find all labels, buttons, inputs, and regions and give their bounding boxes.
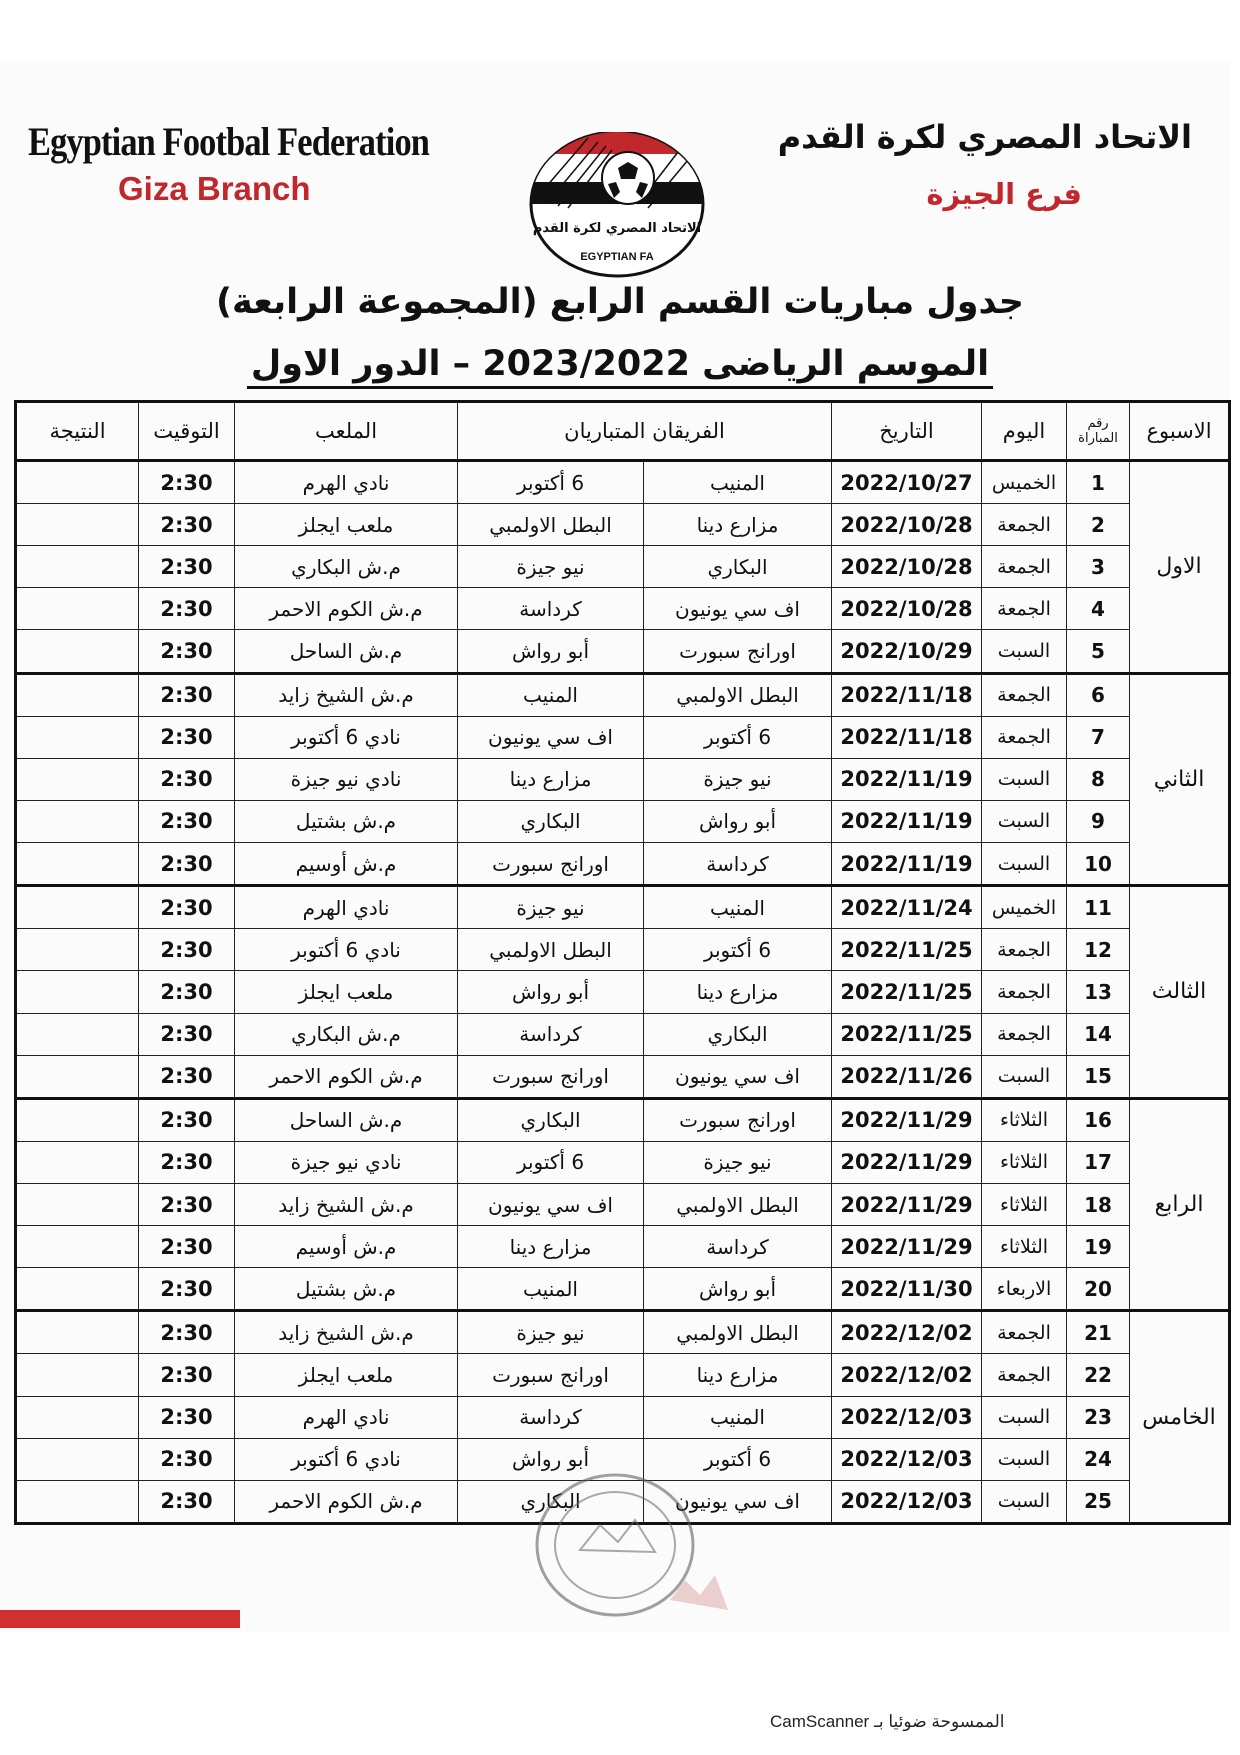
team-home: البطل الاولمبي: [644, 1311, 832, 1354]
match-time: 2:30: [139, 1183, 235, 1225]
match-time: 2:30: [139, 800, 235, 842]
federation-name-ar: الاتحاد المصري لكرة القدم: [777, 118, 1192, 156]
match-number: 9: [1067, 800, 1130, 842]
match-time: 2:30: [139, 1396, 235, 1438]
match-date: 2022/11/19: [832, 843, 982, 886]
team-home: البطل الاولمبي: [644, 673, 832, 716]
match-day: الثلاثاء: [982, 1098, 1067, 1141]
table-row: [16, 673, 1230, 716]
header-teams: الفريقان المتباريان: [458, 402, 832, 461]
match-date: 2022/12/02: [832, 1311, 982, 1354]
match-day: الجمعة: [982, 971, 1067, 1013]
match-date: 2022/12/03: [832, 1438, 982, 1480]
match-date: 2022/10/29: [832, 630, 982, 673]
match-stadium: نادي الهرم: [235, 886, 458, 929]
match-number: 16: [1067, 1098, 1130, 1141]
match-day: الجمعة: [982, 716, 1067, 758]
match-day: الخميس: [982, 461, 1067, 504]
team-away: اورانج سبورت: [458, 1055, 644, 1098]
match-day: السبت: [982, 1438, 1067, 1480]
match-number: 3: [1067, 546, 1130, 588]
match-number: 23: [1067, 1396, 1130, 1438]
match-date: 2022/11/26: [832, 1055, 982, 1098]
logo-text-en: EGYPTIAN FA: [580, 251, 654, 263]
match-time: 2:30: [139, 1354, 235, 1396]
match-day: الجمعة: [982, 1354, 1067, 1396]
match-date: 2022/11/29: [832, 1183, 982, 1225]
table-row: [16, 800, 1230, 842]
match-stadium: م.ش البكاري: [235, 1013, 458, 1055]
match-date: 2022/11/29: [832, 1226, 982, 1268]
season-title-text: الموسم الرياضى 2023/2022 – الدور الاول: [247, 344, 993, 389]
match-date: 2022/10/28: [832, 504, 982, 546]
team-away: أبو رواش: [458, 1438, 644, 1480]
match-date: 2022/11/19: [832, 800, 982, 842]
match-stadium: م.ش الكوم الاحمر: [235, 1055, 458, 1098]
match-stadium: م.ش أوسيم: [235, 1226, 458, 1268]
header-week: الاسبوع: [1130, 402, 1230, 461]
match-time: 2:30: [139, 673, 235, 716]
match-day: الجمعة: [982, 588, 1067, 630]
match-stadium: نادي نيو جيزة: [235, 758, 458, 800]
match-number: 14: [1067, 1013, 1130, 1055]
match-day: الاربعاء: [982, 1268, 1067, 1311]
table-row: [16, 1396, 1230, 1438]
match-result: [16, 716, 139, 758]
team-away: البكاري: [458, 800, 644, 842]
match-result: [16, 1183, 139, 1225]
team-away: البكاري: [458, 1098, 644, 1141]
match-date: 2022/12/02: [832, 1354, 982, 1396]
team-home: مزارع دينا: [644, 1354, 832, 1396]
table-row: [16, 461, 1230, 504]
branch-name-en: Giza Branch: [118, 170, 311, 207]
table-row: [16, 1354, 1230, 1396]
match-day: السبت: [982, 843, 1067, 886]
team-home: اورانج سبورت: [644, 630, 832, 673]
match-stadium: نادي نيو جيزة: [235, 1141, 458, 1183]
match-stadium: م.ش البكاري: [235, 546, 458, 588]
match-result: [16, 1013, 139, 1055]
match-result: [16, 1268, 139, 1311]
match-time: 2:30: [139, 758, 235, 800]
team-away: أبو رواش: [458, 971, 644, 1013]
table-row: [16, 886, 1230, 929]
table-row: [16, 1183, 1230, 1225]
match-result: [16, 1311, 139, 1354]
official-stamp-icon: [500, 1470, 730, 1620]
match-number: 19: [1067, 1226, 1130, 1268]
match-stadium: م.ش أوسيم: [235, 843, 458, 886]
match-result: [16, 971, 139, 1013]
match-date: 2022/11/25: [832, 1013, 982, 1055]
week-label: الثاني: [1130, 673, 1230, 886]
team-home: اف سي يونيون: [644, 1055, 832, 1098]
team-home: كرداسة: [644, 843, 832, 886]
team-away: اف سي يونيون: [458, 716, 644, 758]
team-away: مزارع دينا: [458, 1226, 644, 1268]
match-day: الجمعة: [982, 546, 1067, 588]
team-home: نيو جيزة: [644, 758, 832, 800]
match-stadium: م.ش الساحل: [235, 630, 458, 673]
branch-name-ar: فرع الجيزة: [926, 177, 1082, 211]
match-day: الجمعة: [982, 1013, 1067, 1055]
match-number: 24: [1067, 1438, 1130, 1480]
match-day: الجمعة: [982, 504, 1067, 546]
match-number: 15: [1067, 1055, 1130, 1098]
match-day: السبت: [982, 1055, 1067, 1098]
table-row: [16, 588, 1230, 630]
team-away: اورانج سبورت: [458, 1354, 644, 1396]
match-number: 12: [1067, 929, 1130, 971]
team-home: مزارع دينا: [644, 504, 832, 546]
team-away: نيو جيزة: [458, 546, 644, 588]
header-time: التوقيت: [139, 402, 235, 461]
team-home: البطل الاولمبي: [644, 1183, 832, 1225]
team-home: المنيب: [644, 1396, 832, 1438]
match-time: 2:30: [139, 1311, 235, 1354]
match-date: 2022/11/30: [832, 1268, 982, 1311]
team-away: البطل الاولمبي: [458, 504, 644, 546]
match-date: 2022/11/24: [832, 886, 982, 929]
match-number: 18: [1067, 1183, 1130, 1225]
match-day: الثلاثاء: [982, 1226, 1067, 1268]
match-result: [16, 630, 139, 673]
match-result: [16, 929, 139, 971]
team-home: البكاري: [644, 546, 832, 588]
match-result: [16, 758, 139, 800]
match-time: 2:30: [139, 1055, 235, 1098]
match-result: [16, 1480, 139, 1523]
match-time: 2:30: [139, 1226, 235, 1268]
match-date: 2022/11/18: [832, 673, 982, 716]
team-away: البطل الاولمبي: [458, 929, 644, 971]
match-time: 2:30: [139, 1141, 235, 1183]
team-home: البكاري: [644, 1013, 832, 1055]
table-row: [16, 630, 1230, 673]
table-row: [16, 1268, 1230, 1311]
match-number: 7: [1067, 716, 1130, 758]
table-row: [16, 1055, 1230, 1098]
match-result: [16, 1438, 139, 1480]
match-schedule-table: [14, 400, 1231, 1525]
match-time: 2:30: [139, 843, 235, 886]
match-stadium: م.ش الشيخ زايد: [235, 673, 458, 716]
match-result: [16, 461, 139, 504]
match-date: 2022/10/28: [832, 546, 982, 588]
team-home: اورانج سبورت: [644, 1098, 832, 1141]
match-result: [16, 1226, 139, 1268]
match-number: 8: [1067, 758, 1130, 800]
match-date: 2022/10/28: [832, 588, 982, 630]
week-label: الاول: [1130, 461, 1230, 674]
schedule-title: جدول مباريات القسم الرابع (المجموعة الرابعة): [216, 282, 1024, 322]
table-header-row: [16, 402, 1230, 461]
match-result: [16, 504, 139, 546]
team-home: مزارع دينا: [644, 971, 832, 1013]
table-row: [16, 971, 1230, 1013]
table-row: [16, 758, 1230, 800]
match-result: [16, 1354, 139, 1396]
match-number: 21: [1067, 1311, 1130, 1354]
match-stadium: م.ش الشيخ زايد: [235, 1311, 458, 1354]
match-day: الخميس: [982, 886, 1067, 929]
match-time: 2:30: [139, 929, 235, 971]
match-stadium: م.ش الكوم الاحمر: [235, 1480, 458, 1523]
match-stadium: ملعب ايجلز: [235, 504, 458, 546]
match-stadium: نادي 6 أكتوبر: [235, 1438, 458, 1480]
table-row: [16, 929, 1230, 971]
team-away: اف سي يونيون: [458, 1183, 644, 1225]
match-result: [16, 673, 139, 716]
match-date: 2022/12/03: [832, 1480, 982, 1523]
match-time: 2:30: [139, 1098, 235, 1141]
match-date: 2022/11/29: [832, 1141, 982, 1183]
match-number: 4: [1067, 588, 1130, 630]
team-home: المنيب: [644, 461, 832, 504]
table-row: [16, 1311, 1230, 1354]
match-day: السبت: [982, 1480, 1067, 1523]
match-stadium: م.ش الكوم الاحمر: [235, 588, 458, 630]
match-day: السبت: [982, 630, 1067, 673]
federation-name-en: Egyptian Footbal Federation: [28, 119, 430, 164]
season-title: [0, 344, 1240, 384]
team-away: 6 أكتوبر: [458, 461, 644, 504]
match-stadium: ملعب ايجلز: [235, 1354, 458, 1396]
header-stadium: الملعب: [235, 402, 458, 461]
match-number: 22: [1067, 1354, 1130, 1396]
team-home: 6 أكتوبر: [644, 1438, 832, 1480]
scanner-footer: الممسوحة ضوئيا بـ CamScanner: [770, 1712, 1005, 1731]
team-away: كرداسة: [458, 1013, 644, 1055]
table-row: [16, 546, 1230, 588]
team-home: أبو رواش: [644, 800, 832, 842]
match-result: [16, 1098, 139, 1141]
team-home: اف سي يونيون: [644, 1480, 832, 1523]
efa-logo-icon: [528, 132, 706, 282]
match-number: 11: [1067, 886, 1130, 929]
match-number: 10: [1067, 843, 1130, 886]
team-away: المنيب: [458, 1268, 644, 1311]
match-day: الثلاثاء: [982, 1141, 1067, 1183]
team-home: 6 أكتوبر: [644, 716, 832, 758]
team-away: البكاري: [458, 1480, 644, 1523]
match-time: 2:30: [139, 461, 235, 504]
match-result: [16, 546, 139, 588]
team-home: نيو جيزة: [644, 1141, 832, 1183]
match-date: 2022/12/03: [832, 1396, 982, 1438]
match-date: 2022/11/25: [832, 971, 982, 1013]
match-result: [16, 588, 139, 630]
match-number: 1: [1067, 461, 1130, 504]
match-day: الثلاثاء: [982, 1183, 1067, 1225]
match-time: 2:30: [139, 886, 235, 929]
match-stadium: ملعب ايجلز: [235, 971, 458, 1013]
match-time: 2:30: [139, 971, 235, 1013]
match-result: [16, 1396, 139, 1438]
week-label: الثالث: [1130, 886, 1230, 1099]
match-result: [16, 843, 139, 886]
team-home: 6 أكتوبر: [644, 929, 832, 971]
match-stadium: نادي الهرم: [235, 461, 458, 504]
team-home: كرداسة: [644, 1226, 832, 1268]
match-number: 5: [1067, 630, 1130, 673]
match-date: 2022/11/29: [832, 1098, 982, 1141]
match-date: 2022/11/25: [832, 929, 982, 971]
match-result: [16, 800, 139, 842]
match-date: 2022/11/19: [832, 758, 982, 800]
match-number: 20: [1067, 1268, 1130, 1311]
team-away: أبو رواش: [458, 630, 644, 673]
table-row: [16, 843, 1230, 886]
match-stadium: م.ش بشتيل: [235, 1268, 458, 1311]
table-row: [16, 716, 1230, 758]
match-stadium: م.ش الساحل: [235, 1098, 458, 1141]
match-number: 6: [1067, 673, 1130, 716]
header-date: التاريخ: [832, 402, 982, 461]
match-day: السبت: [982, 758, 1067, 800]
match-day: السبت: [982, 800, 1067, 842]
match-time: 2:30: [139, 1480, 235, 1523]
team-away: نيو جيزة: [458, 886, 644, 929]
week-label: الرابع: [1130, 1098, 1230, 1311]
match-number: 2: [1067, 504, 1130, 546]
match-number: 25: [1067, 1480, 1130, 1523]
match-time: 2:30: [139, 588, 235, 630]
match-stadium: نادي الهرم: [235, 1396, 458, 1438]
match-number: 13: [1067, 971, 1130, 1013]
team-away: 6 أكتوبر: [458, 1141, 644, 1183]
match-stadium: م.ش الشيخ زايد: [235, 1183, 458, 1225]
team-away: كرداسة: [458, 1396, 644, 1438]
match-stadium: م.ش بشتيل: [235, 800, 458, 842]
header-day: اليوم: [982, 402, 1067, 461]
match-day: السبت: [982, 1396, 1067, 1438]
table-row: [16, 1141, 1230, 1183]
match-date: 2022/11/18: [832, 716, 982, 758]
match-result: [16, 886, 139, 929]
match-day: الجمعة: [982, 1311, 1067, 1354]
red-decorative-bar: [0, 1610, 240, 1628]
match-time: 2:30: [139, 504, 235, 546]
match-stadium: نادي 6 أكتوبر: [235, 929, 458, 971]
match-time: 2:30: [139, 630, 235, 673]
table-row: [16, 1098, 1230, 1141]
match-result: [16, 1055, 139, 1098]
team-away: نيو جيزة: [458, 1311, 644, 1354]
header-result: النتيجة: [16, 402, 139, 461]
week-label: الخامس: [1130, 1311, 1230, 1524]
match-time: 2:30: [139, 1268, 235, 1311]
team-home: أبو رواش: [644, 1268, 832, 1311]
team-away: المنيب: [458, 673, 644, 716]
header-match-no: رقم المباراة: [1067, 402, 1130, 461]
match-day: الجمعة: [982, 673, 1067, 716]
table-row: [16, 504, 1230, 546]
logo-text-ar: الاتحاد المصري لكرة القدم: [532, 221, 702, 236]
match-day: الجمعة: [982, 929, 1067, 971]
team-home: اف سي يونيون: [644, 588, 832, 630]
match-result: [16, 1141, 139, 1183]
team-home: المنيب: [644, 886, 832, 929]
match-date: 2022/10/27: [832, 461, 982, 504]
match-time: 2:30: [139, 1438, 235, 1480]
match-time: 2:30: [139, 716, 235, 758]
table-body: [16, 461, 1230, 1524]
match-number: 17: [1067, 1141, 1130, 1183]
table-row: [16, 1226, 1230, 1268]
team-away: اورانج سبورت: [458, 843, 644, 886]
match-time: 2:30: [139, 1013, 235, 1055]
team-away: كرداسة: [458, 588, 644, 630]
team-away: مزارع دينا: [458, 758, 644, 800]
table-row: [16, 1013, 1230, 1055]
match-time: 2:30: [139, 546, 235, 588]
match-stadium: نادي 6 أكتوبر: [235, 716, 458, 758]
